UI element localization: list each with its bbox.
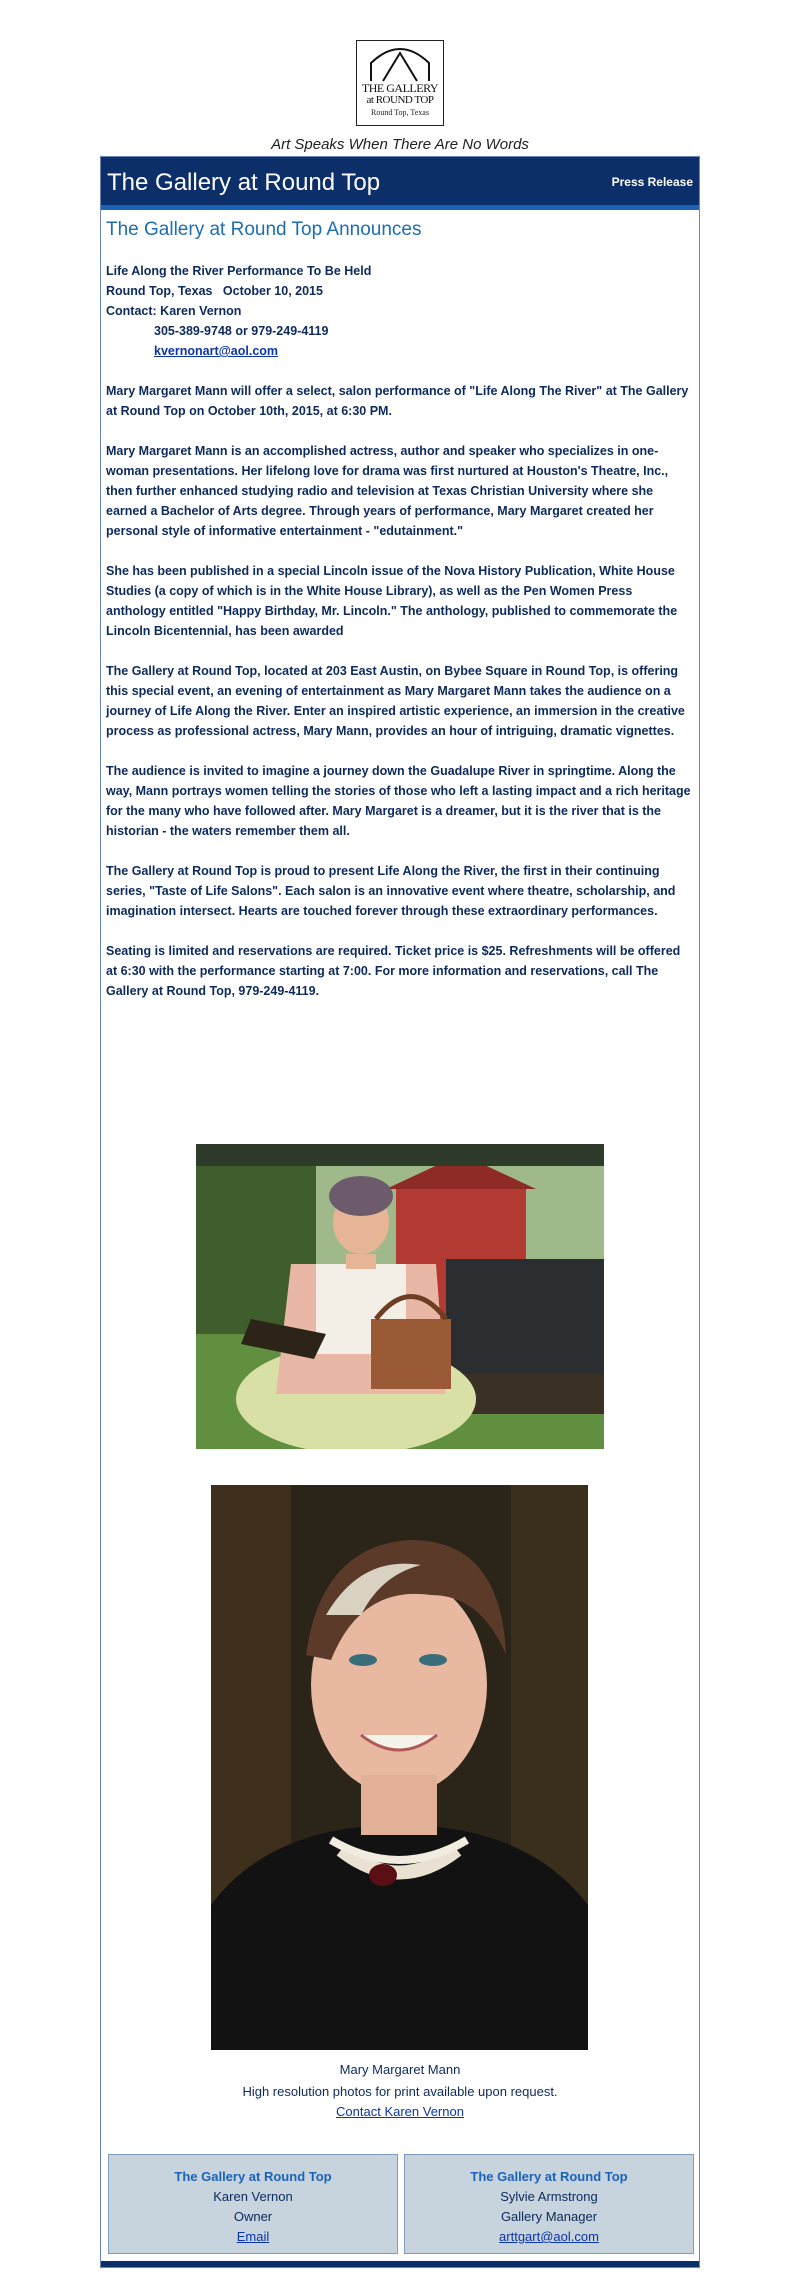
footer-bar xyxy=(101,2261,699,2267)
header-bar xyxy=(101,157,699,205)
paragraph: Mary Margaret Mann will offer a select, salon performance of "Life Along The River" at The Gallery at Round Top on October 10th, 2015, at 6:30 PM. xyxy=(106,384,689,418)
paragraph: Mary Margaret Mann is an accomplished actress, author and speaker who specializes in one-woman presentations. Her lifelong love for drama was first nurtured at Houston's Theatre, Inc., then further enhanced studying radio and television at Texas Christian University where she earned a Bachelor of Arts degree. Through years of performance, Mary Margaret created her personal style of informative entertainment - "edutainment." xyxy=(106,444,669,538)
article-header-block xyxy=(106,261,691,361)
tagline: Art Speaks When There Are No Words xyxy=(271,136,529,153)
photo-caption-note: High resolution photos for print available upon request. xyxy=(242,2084,558,2099)
paragraph: The Gallery at Round Top is proud to present Life Along the River, the first in their continuing series, "Taste of Life Salons". Each salon is an innovative event where theatre, scholarship, and imagination intersect. Hearts are touched forever through these extraordinary performances. xyxy=(106,864,676,918)
logo-line-2: at ROUND TOP xyxy=(366,94,434,106)
performance-photo xyxy=(196,1144,604,1449)
contact-card-manager xyxy=(404,2154,694,2254)
article-content xyxy=(106,219,691,1021)
paragraph: Seating is limited and reservations are required. Ticket price is $25. Refreshments will be offered at 6:30 with the performance starting at 7:00. For more information and reservations, call The Gallery at Round Top, 979-249-4119. xyxy=(106,944,681,998)
card-name: Sylvie Armstrong xyxy=(500,2189,598,2204)
card-role: Owner xyxy=(233,2209,273,2224)
contact-karen-link[interactable]: Contact Karen Vernon xyxy=(336,2104,464,2119)
article-body xyxy=(106,261,691,1001)
card-email-link[interactable]: arttgart@aol.com xyxy=(499,2229,599,2244)
logo-line-3: Round Top, Texas xyxy=(371,108,429,117)
paragraph: The Gallery at Round Top, located at 203 East Austin, on Bybee Square in Round Top, is offering this special event, an evening of entertainment as Mary Margaret Mann takes the audience on a journey of Life Along the River. Enter an inspired artistic experience, an immersion in the creative process as professional actress, Mary Mann, provides an hour of intriguing, dramatic vignettes. xyxy=(106,664,685,738)
gallery-logo xyxy=(356,40,444,126)
event-location-date: Round Top, Texas October 10, 2015 xyxy=(106,284,323,298)
card-org: The Gallery at Round Top xyxy=(174,2169,332,2184)
contact-phone: 305-389-9748 or 979-249-4119 xyxy=(154,324,329,338)
event-title: Life Along the River Performance To Be Held xyxy=(106,264,372,278)
card-role: Gallery Manager xyxy=(500,2209,598,2224)
contact-line: Contact: Karen Vernon xyxy=(106,304,242,318)
logo-line-1: THE GALLERY xyxy=(361,81,439,95)
card-org: The Gallery at Round Top xyxy=(470,2169,628,2184)
photo-caption-name: Mary Margaret Mann xyxy=(339,2062,461,2077)
header-stripe xyxy=(101,205,699,210)
paragraph: She has been published in a special Lincoln issue of the Nova History Publication, White House Studies (a copy of which is in the White House Library), as well as the Pen Women Press anthology entitled "Happy Birthday, Mr. Lincoln." The anthology, published to commemorate the Lincoln Bicentennial, has been awarded xyxy=(106,564,678,638)
contact-card-owner xyxy=(108,2154,398,2254)
press-release-label: Press Release xyxy=(611,175,693,189)
card-email-link[interactable]: Email xyxy=(236,2229,270,2244)
card-name: Karen Vernon xyxy=(213,2189,293,2204)
portrait-photo xyxy=(211,1485,588,2050)
paragraph: The audience is invited to imagine a journey down the Guadalupe River in springtime. Along the way, Mann portrays women telling the stories of those who left a lasting impact and a rich heritage for the many who have followed after. Mary Margaret is a dreamer, but it is the river that is the historian - the waters remember them all. xyxy=(106,764,691,838)
contact-email-link[interactable]: kvernonart@aol.com xyxy=(154,344,279,358)
announce-heading: The Gallery at Round Top Announces xyxy=(106,219,422,240)
header-title: The Gallery at Round Top xyxy=(107,169,381,196)
